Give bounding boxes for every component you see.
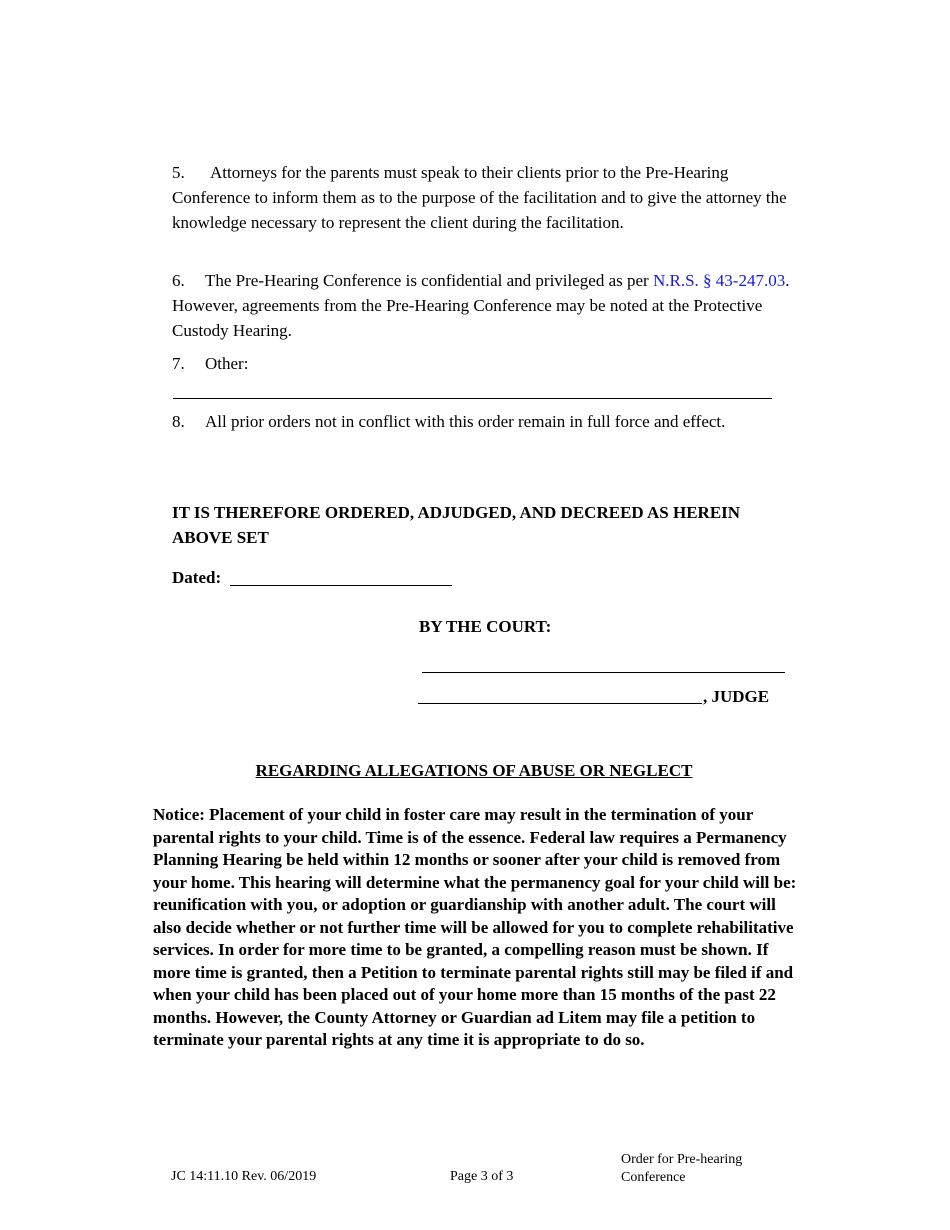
section-heading — [0, 759, 950, 783]
other-blank-line[interactable] — [173, 398, 772, 399]
item-number: 6. — [172, 271, 185, 290]
form-id: JC 14:11.10 Rev. 06/2019 — [171, 1169, 317, 1184]
dated-label: Dated: — [172, 568, 222, 587]
order-statement: IT IS THEREFORE ORDERED, ADJUDGED, AND DECREED AS HEREIN ABOVE SET — [172, 503, 741, 547]
judge-label: , JUDGE — [703, 687, 770, 706]
item-text: All prior orders not in conflict with this order remain in full force and effect. — [205, 412, 726, 431]
by-the-court-label: BY THE COURT: — [419, 617, 552, 636]
item-text: The Pre-Hearing Conference is confidential and privileged as per — [205, 271, 653, 290]
document-title: Order for Pre-hearing Conference — [621, 1152, 743, 1185]
statute-link[interactable]: N.R.S. § 43-247.03 — [652, 271, 786, 290]
judge-signature-line[interactable] — [422, 672, 785, 673]
notice-paragraph: Notice: Placement of your child in foster care may result in the termination of your parental rights to your child. Time is of the essence. Federal law requires a Permanency Planning Hearing be held within 12 months or sooner after your child is removed from your home. This hearing will determine what the permanency goal for your child will be: reunification with you, or adoption or guardianship with another adult. The court will also decide whether or not further time will be allowed for you to complete rehabilitative services. In order for more time to be granted, a compelling reason must be shown. If more time is granted, then a Petition to terminate parental rights still may be filed if and when your child has been placed out of your home more than 15 months of the past 22 months. However, the County Attorney or Guardian ad Litem may file a petition to terminate your parental rights at any time it is appropriate to do so. — [153, 805, 797, 1049]
judge-name-line[interactable] — [418, 703, 702, 704]
item-text: Attorneys for the parents must speak to their clients prior to the Pre-Hearing Conference to inform them as to the purpose of the facilitation and to give the attorney the knowledge necessary to represent the client during the facilitation. — [172, 163, 787, 232]
order-item-5 — [172, 160, 792, 235]
order-item-6 — [172, 268, 792, 343]
section-heading-text: REGARDING ALLEGATIONS OF ABUSE OR NEGLECT — [255, 761, 693, 780]
order-item-7 — [172, 351, 792, 376]
page-number: Page 3 of 3 — [450, 1169, 514, 1184]
item-number: 5. — [172, 163, 185, 182]
item-number: 7. — [172, 354, 185, 373]
order-item-8 — [172, 409, 792, 434]
date-signature-line[interactable] — [230, 585, 452, 586]
item-text: Other: — [205, 354, 249, 373]
item-number: 8. — [172, 412, 185, 431]
item-text-continued: . However, agreements from the Pre-Hearing Conference may be noted at the Protective Custody Hearing. — [172, 271, 790, 340]
